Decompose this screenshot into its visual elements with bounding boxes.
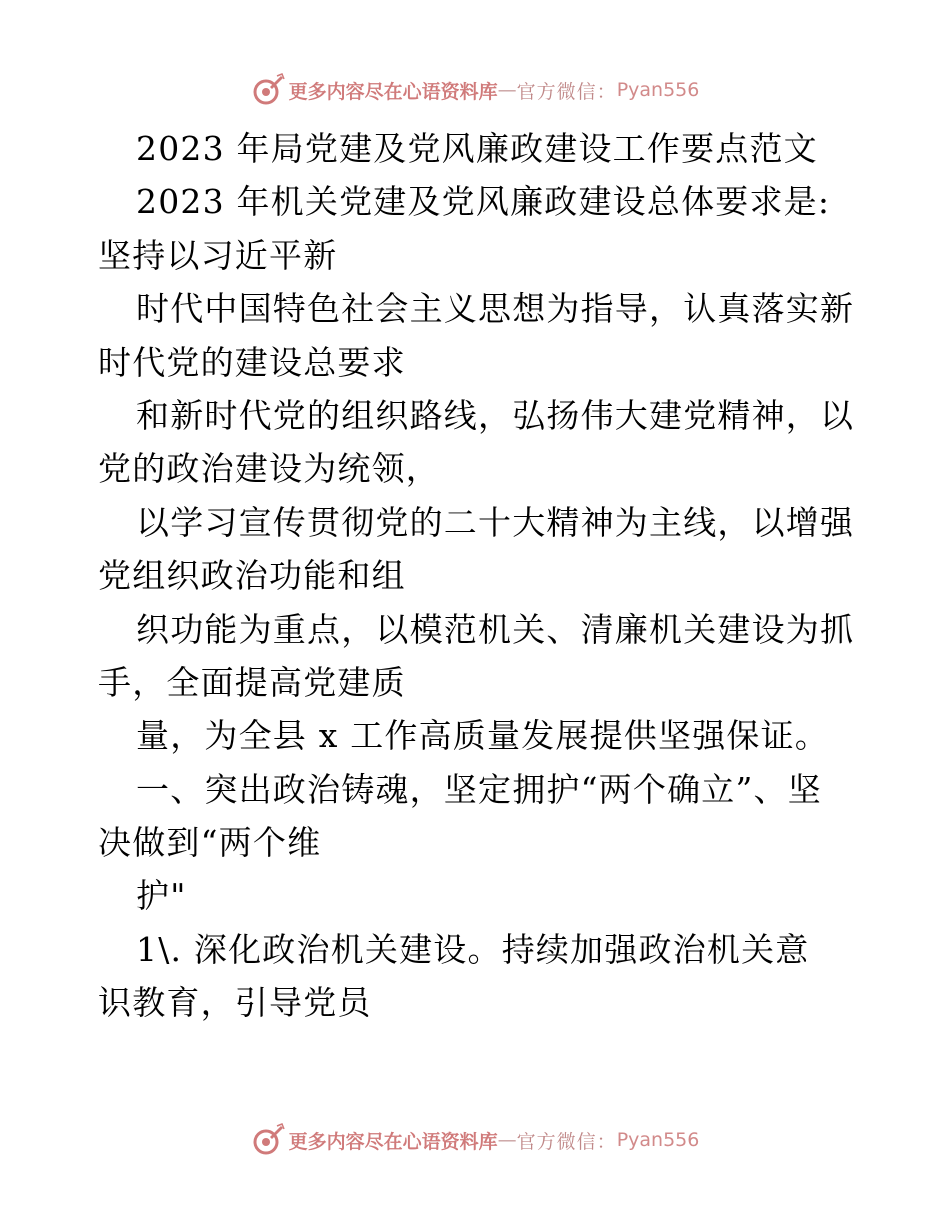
document-title: 2023 年局党建及党风廉政建设工作要点范文 [136, 129, 818, 168]
watermark-footer [0, 1120, 950, 1160]
watermark-label: 官方微信： [516, 1130, 617, 1153]
watermark-wechat-id: Pyan556 [616, 79, 700, 101]
document-line: 2023 年机关党建及党风廉政建设总体要求是: [136, 182, 831, 222]
list-item: 1\. 深化政治机关建设。持续加强政治机关意 [136, 929, 810, 969]
document-body [98, 122, 858, 1030]
document-line: 以学习宣传贯彻党的二十大精神为主线，以增强 [136, 502, 855, 542]
document-line: 党组织政治功能和组 [98, 556, 406, 596]
watermark-wechat-id: Pyan556 [616, 1129, 700, 1151]
document-line: 织功能为重点，以模范机关、清廉机关建设为抓 [136, 609, 855, 649]
watermark-dash: — [497, 1129, 517, 1151]
watermark-label: 官方微信： [516, 80, 617, 103]
section-heading: 一、突出政治铸魂，坚定拥护“两个确立”、坚 [136, 769, 822, 809]
watermark-brand-text: 更多内容尽在心语资料库 [288, 80, 498, 103]
watermark-dash: — [497, 79, 517, 101]
watermark-brand-text: 更多内容尽在心语资料库 [288, 1130, 498, 1153]
document-line: 党的政治建设为统领， [98, 449, 440, 489]
document-line: 时代党的建设总要求 [98, 342, 406, 382]
document-line: 和新时代党的组织路线，弘扬伟大建党精神，以 [136, 395, 855, 435]
brand-logo-icon [251, 73, 285, 107]
watermark-header [0, 70, 950, 110]
document-line: 护" [136, 876, 187, 916]
document-line: 量，为全县 x 工作高质量发展提供坚强保证。 [136, 716, 829, 756]
brand-logo-icon [251, 1123, 285, 1157]
document-line: 坚持以习近平新 [98, 235, 338, 275]
document-line: 识教育，引导党员 [98, 983, 372, 1023]
document-line: 决做到“两个维 [98, 823, 322, 863]
document-line: 时代中国特色社会主义思想为指导，认真落实新 [136, 289, 855, 329]
document-line: 手，全面提高党建质 [98, 662, 406, 702]
